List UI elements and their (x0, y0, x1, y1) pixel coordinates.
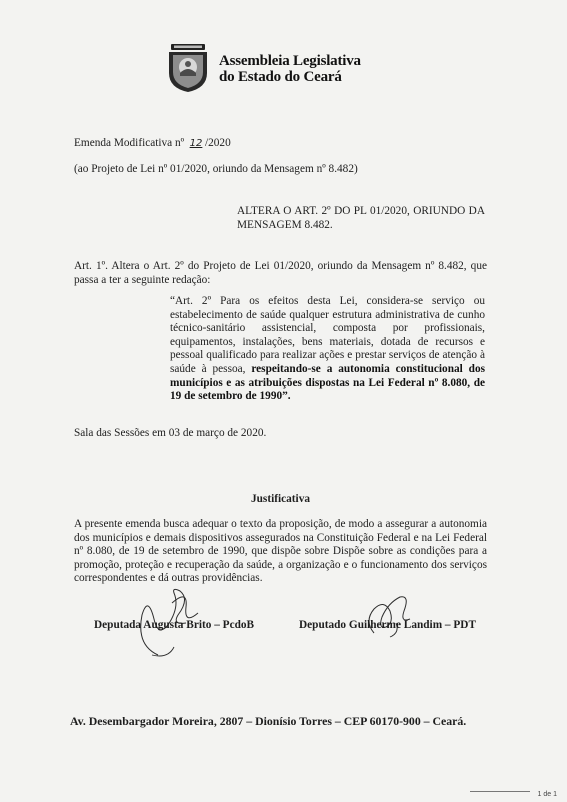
letterhead (164, 43, 394, 93)
bill-reference: (ao Projeto de Lei nº 01/2020, oriundo da Mensagem nº 8.482) (74, 163, 358, 175)
signature-right: Deputado Guilherme Landim – PDT (299, 619, 476, 631)
organization-name-line1: Assembleia Legislativa (219, 53, 361, 69)
quoted-article-2 (170, 295, 485, 404)
page-indicator-divider (470, 791, 530, 792)
quoted-article-plain: “Art. 2º Para os efeitos desta Lei, considera-se serviço ou estabelecimento de saúde qualquer estrutura administrativa de cunho técnico-sanitário assistencial, composta por profissionais, equipamentos, instalações, bens materiais, dotada de recursos e pessoal qualificado para realizar ações e prestar serviços de atenção à saúde à pessoa, (170, 295, 485, 375)
amendment-summary: ALTERA O ART. 2º DO PL 01/2020, ORIUNDO DA MENSAGEM 8.482. (237, 205, 485, 231)
amendment-number: 12 (189, 138, 203, 149)
amendment-number-line (74, 137, 231, 151)
state-coat-of-arms-icon (164, 43, 212, 93)
quoted-article-bold: respeitando-se a autonomia constitucional dos municípios e as atribuições dispostas na Lei Federal nº 8.080, de 19 de setembro de 1990”. (170, 362, 485, 403)
amendment-prefix: Emenda Modificativa nº (74, 137, 185, 149)
amendment-year: /2020 (205, 137, 231, 149)
signature-scribble-right (360, 593, 420, 643)
session-date: Sala das Sessões em 03 de março de 2020. (74, 427, 267, 439)
justification-body: A presente emenda busca adequar o texto da proposição, de modo a assegurar a autonomia dos municípios e demais dispositivos assegurados na Constituição Federal e na Lei Federal nº 8.080, de 19 de setembro de 1990, que dispõe sobre Dispõe sobre as condições para a promoção, proteção e recuperação da saúde, a organização e o funcionamento dos serviços correspondentes e dá outras providências. (74, 518, 487, 585)
justification-heading: Justificativa (251, 493, 310, 505)
organization-name (219, 53, 361, 85)
organization-name-line2: do Estado do Ceará (219, 69, 342, 85)
page-indicator: 1 de 1 (537, 791, 557, 798)
article-1-text: Art. 1º. Altera o Art. 2º do Projeto de Lei 01/2020, oriundo da Mensagem nº 8.482, que passa a ter a seguinte redação: (74, 260, 487, 286)
signature-left: Deputada Augusta Brito – PcdoB (94, 619, 255, 631)
footer-address: Av. Desembargador Moreira, 2807 – Dionísio Torres – CEP 60170-900 – Ceará. (70, 714, 467, 728)
